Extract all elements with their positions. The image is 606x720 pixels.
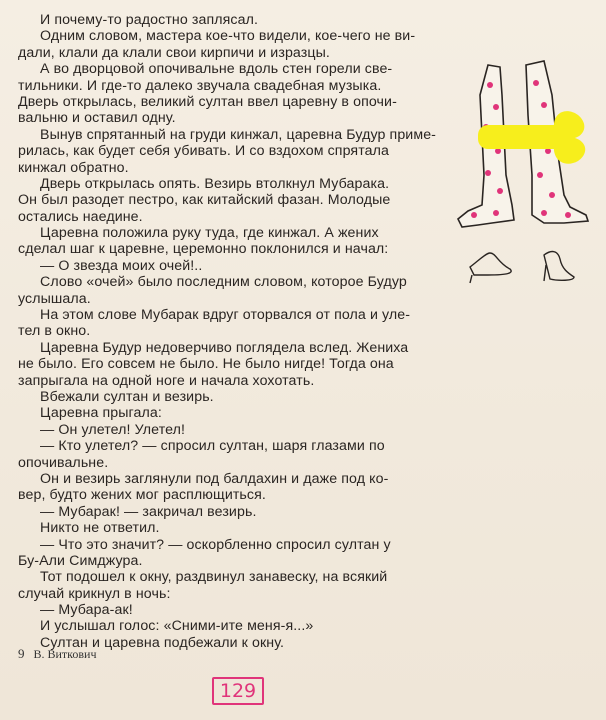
text-line: сделал шаг к царевне, церемонно поклонился и начал: — [18, 241, 389, 258]
text-line: Царевна прыгала: — [40, 405, 162, 422]
text-line: тильники. И где-то далеко звучала свадебная музыка. — [18, 77, 382, 94]
text-line: — Он улетел! Улетел! — [40, 421, 186, 438]
text-line: Вынув спрятанный на груди кинжал, царевна Будур приме- — [40, 126, 437, 143]
page-number: 129 — [212, 677, 264, 705]
text-line: услышала. — [18, 290, 91, 307]
story-text — [18, 12, 458, 651]
shoe-icon — [544, 252, 574, 281]
shoe-icon — [470, 253, 511, 275]
text-line: Бу-Али Симджура. — [18, 552, 143, 569]
text-line: Слово «очей» было последним словом, которое Будур — [40, 274, 407, 291]
text-line: Царевна Будур недоверчиво поглядела вслед. Жениха — [40, 339, 409, 356]
text-line: Дверь открылась, великий султан ввел царевну в опочи- — [18, 93, 397, 110]
text-line: И услышал голос: «Сними-ите меня-я...» — [40, 618, 314, 635]
text-line: кинжал обратно. — [18, 159, 129, 176]
text-line: — Что это значит? — оскорбленно спросил султан у — [40, 536, 391, 553]
text-line: Дверь открылась опять. Везирь втолкнул Мубарака. — [40, 175, 390, 192]
text-line: А во дворцовой опочивальне вдоль стен горели све- — [40, 61, 393, 78]
text-line: опочивальне. — [18, 454, 109, 471]
text-line: остались наедине. — [18, 208, 143, 225]
text-line: — О звезда моих очей!.. — [40, 257, 203, 274]
text-line: Никто не ответил. — [40, 520, 160, 537]
text-line: — Мубарак! — закричал везирь. — [40, 503, 257, 520]
text-line: Вбежали султан и везирь. — [40, 388, 214, 405]
text-line: — Мубара-ак! — [40, 602, 133, 619]
text-line: Тот подошел к окну, раздвинул занавеску, на всякий — [40, 569, 388, 586]
text-line: Царевна положила руку туда, где кинжал. А жених — [40, 225, 379, 242]
text-line: тел в окно. — [18, 323, 91, 340]
text-line: Он и везирь заглянули под балдахин и даже под ко- — [40, 470, 389, 487]
boots-illustration — [448, 55, 598, 295]
text-line: не было. Его совсем не было. Не было нигде! Тогда она — [18, 356, 394, 373]
text-line: рилась, как будет себя убивать. И со вздохом спрятала — [18, 143, 389, 160]
text-line: запрыгала на одной ноге и начала хохотать. — [18, 372, 315, 389]
text-line: вер, будто жених мог расплющиться. — [18, 487, 266, 504]
text-line: дали, клали да клали свои кирпичи и изразцы. — [18, 44, 330, 61]
text-line: случай крикнул в ночь: — [18, 585, 171, 602]
text-line: Султан и царевна подбежали к окну. — [40, 634, 285, 651]
author-name: В. Виткович — [33, 647, 97, 661]
text-line: Он был разодет пестро, как китайский фазан. Молодые — [18, 192, 391, 209]
text-line: Одним словом, мастера кое-что видели, кое-чего не ви- — [40, 28, 416, 45]
text-line: — Кто улетел? — спросил султан, шаря глазами по — [40, 438, 385, 455]
text-line: вальню и оставил одну. — [18, 110, 176, 127]
signature-number: 9 — [18, 646, 25, 661]
text-line: И почему-то радостно заплясал. — [40, 12, 259, 28]
page-footer — [18, 646, 97, 662]
text-line: На этом слове Мубарак вдруг оторвался от пола и уле- — [40, 307, 411, 324]
